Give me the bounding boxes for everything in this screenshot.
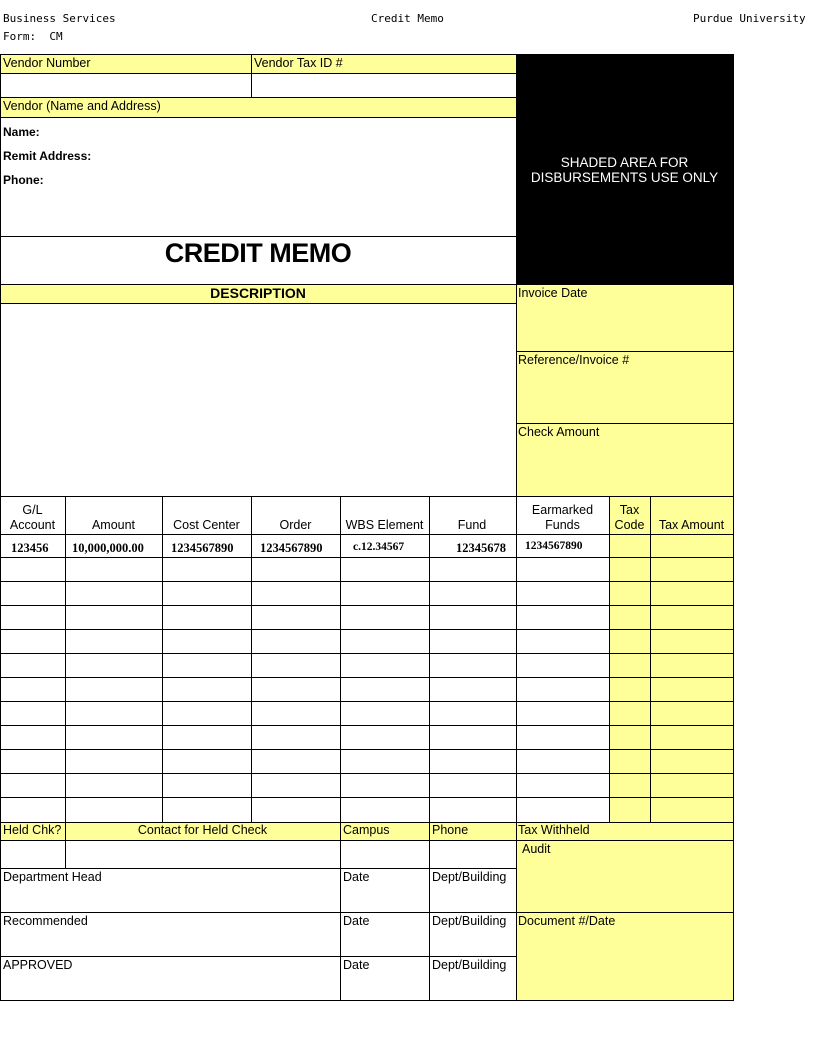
sample-fund: 12345678: [456, 541, 506, 555]
sample-cost-center: 1234567890: [171, 541, 234, 555]
dept-building-label-2: Dept/Building: [432, 914, 507, 928]
phone-label: Phone: [432, 823, 469, 837]
invoice-date-label: Invoice Date: [518, 286, 588, 300]
vendor-tax-id-label: Vendor Tax ID #: [254, 56, 343, 70]
sample-earmarked-funds: 1234567890: [525, 540, 583, 552]
sample-amount: 10,000,000.00: [72, 541, 144, 555]
col-header-tax-code: Tax Code: [614, 503, 645, 532]
vendor-number-field[interactable]: [1, 74, 250, 96]
department-head-label: Department Head: [3, 870, 102, 884]
col-header-fund: Fund: [457, 518, 487, 532]
vendor-phone-label: Phone:: [3, 173, 44, 187]
held-check-label: Held Chk?: [3, 823, 62, 837]
vendor-number-label: Vendor Number: [3, 56, 91, 70]
campus-label: Campus: [343, 823, 390, 837]
date-label-3: Date: [343, 958, 370, 972]
sample-gl-account: 123456: [11, 541, 49, 555]
document-date-label: Document #/Date: [518, 914, 616, 928]
dept-building-label-3: Dept/Building: [432, 958, 507, 972]
remit-address-label: Remit Address:: [3, 149, 92, 163]
date-label-1: Date: [343, 870, 370, 884]
description-field[interactable]: [1, 304, 515, 495]
vendor-tax-id-field[interactable]: [252, 74, 515, 96]
description-label: DESCRIPTION: [210, 285, 306, 301]
vendor-name-label: Name:: [3, 125, 40, 139]
sample-wbs-element: c.12.34567: [353, 541, 405, 553]
tax-withheld-label: Tax Withheld: [518, 823, 590, 837]
vendor-name-address-label: Vendor (Name and Address): [3, 99, 161, 113]
dept-building-label-1: Dept/Building: [432, 870, 507, 884]
header-purdue-university: Purdue University: [693, 12, 806, 25]
shaded-line-1: SHADED AREA FOR: [560, 155, 689, 170]
col-header-tax-amount: Tax Amount: [658, 518, 725, 532]
reference-invoice-label: Reference/Invoice #: [518, 353, 630, 367]
col-header-amount: Amount: [91, 518, 136, 532]
shaded-line-2: DISBURSEMENTS USE ONLY: [530, 170, 719, 185]
contact-held-check-label: Contact for Held Check: [137, 823, 268, 837]
page-title: CREDIT MEMO: [164, 238, 352, 268]
header-form-label: Form: CM: [3, 30, 63, 43]
col-header-order: Order: [279, 518, 312, 532]
check-amount-label: Check Amount: [518, 425, 600, 439]
header-business-services: Business Services: [3, 12, 116, 25]
header-credit-memo: Credit Memo: [371, 12, 444, 25]
sample-order: 1234567890: [260, 541, 323, 555]
vendor-address-field[interactable]: [100, 118, 514, 235]
approved-label: APPROVED: [3, 958, 73, 972]
date-label-2: Date: [343, 914, 370, 928]
col-header-earmarked-funds: Earmarked Funds: [531, 503, 594, 532]
audit-label: Audit: [522, 842, 551, 856]
col-header-gl-account: G/L Account: [9, 503, 56, 532]
col-header-cost-center: Cost Center: [173, 518, 240, 532]
recommended-label: Recommended: [3, 914, 88, 928]
col-header-wbs-element: WBS Element: [345, 518, 424, 532]
